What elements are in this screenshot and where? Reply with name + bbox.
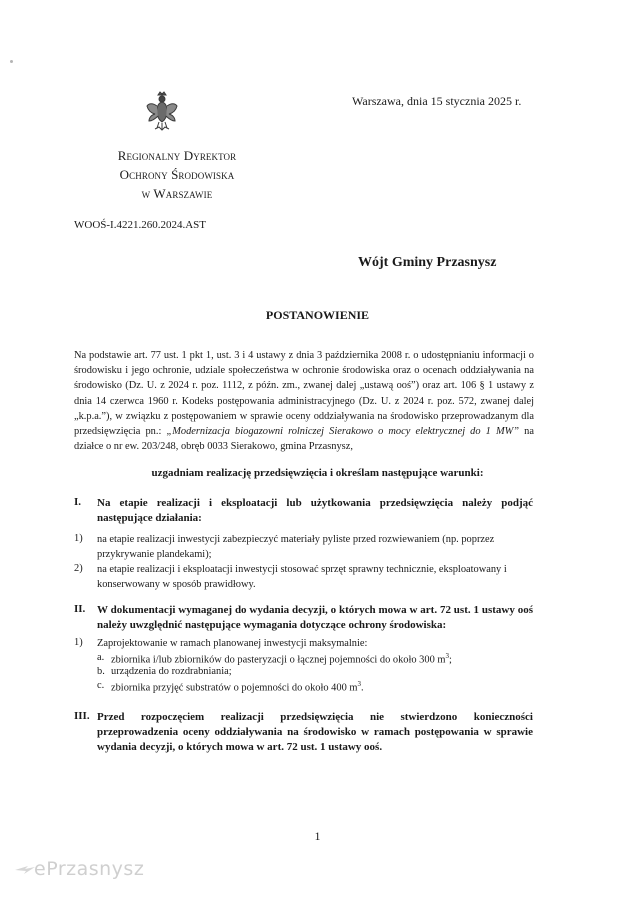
sublist-body: zbiornika przyjęć substratów o pojemności do około 400 m — [111, 682, 358, 694]
section-number: I. — [74, 496, 82, 508]
authority-line: w Warszawie — [141, 186, 213, 201]
page-number: 1 — [314, 829, 321, 843]
sublist-punctuation: ; — [448, 654, 452, 666]
document-title: POSTANOWIENIE — [265, 308, 370, 322]
authority-line: Regionalny Dyrektor — [117, 148, 237, 163]
section-heading: Na etapie realizacji i eksploatacji lub użytkowania przedsięwzięcia należy podjąć następujące działania: — [97, 497, 533, 524]
list-item-number: 1) — [74, 533, 83, 544]
watermark-arrow-icon — [14, 861, 36, 877]
legal-basis-paragraph — [74, 348, 534, 454]
list-item-text: Zaprojektowanie w ramach planowanej inwestycji maksymalnie: — [97, 638, 368, 649]
authority-line: Ochrony Środowiska — [119, 167, 235, 182]
place-and-date: Warszawa, dnia 15 stycznia 2025 r. — [352, 94, 522, 108]
sublist-letter: b. — [97, 666, 105, 677]
sublist-body: zbiornika i/lub zbiorników do pasteryzacji o łącznej pojemności do około 300 m — [111, 654, 446, 666]
section-heading: Przed rozpoczęciem realizacji przedsięwzięcia nie stwierdzono konieczności przeprowadzenia oceny oddziaływania na środowisko w ramach postępowania w sprawie wydania decyzji, o których mowa w art. 72 ust. 1 ustawy ooś. — [97, 711, 533, 753]
polish-eagle-emblem-icon — [145, 91, 179, 133]
section-number: III. — [74, 710, 90, 722]
unit-exponent: 3 — [357, 680, 361, 688]
case-reference: WOOŚ-I.4221.260.2024.AST — [74, 219, 206, 231]
decision-statement: uzgadniam realizację przedsięwzięcia i określam następujące warunki: — [151, 467, 484, 479]
watermark: ePrzasnysz — [34, 858, 145, 880]
issuing-authority — [92, 146, 262, 203]
sublist-punctuation: . — [360, 682, 364, 694]
list-item-number: 2) — [74, 563, 83, 574]
section-heading: W dokumentacji wymaganej do wydania decyzji, o których mowa w art. 72 ust. 1 ustawy ooś należy uwzględnić następujące wymagania dotyczące ochrony środowiska: — [97, 604, 533, 631]
unit-exponent: 3 — [445, 652, 449, 660]
legal-basis-text-end: na działce o nr ew. 203/248, obręb 0033 Sierakowo, gmina Przasnysz, — [74, 426, 534, 453]
sublist-text — [111, 652, 452, 665]
sublist-letter: c. — [97, 680, 105, 691]
sublist-text — [111, 666, 232, 677]
sublist-body: urządzenia do rozdrabniania; — [111, 666, 232, 677]
legal-basis-text: Na podstawie art. 77 ust. 1 pkt 1, ust. 3 i 4 ustawy z dnia 3 października 2008 r. o udostępnianiu informacji o środowisku i jego ochronie, udziale społeczeństwa w ochronie środowiska oraz o ocenach oddziaływania na środowisko (Dz. U. z 2024 r. poz. 1112, z późn. zm., zwanej dalej „ustawą ooś”) oraz art. 106 § 1 ustawy z dnia 14 czerwca 1960 r. Kodeks postępowania administracyjnego (Dz. U. z 2024 r. poz. 572, zwanej dalej „k.p.a.”), w związku z postępowaniem w sprawie oceny oddziaływania na środowisko przeprowadzanym dla przedsięwzięcia pn.: — [74, 350, 534, 438]
sublist-text — [111, 680, 364, 693]
section-number: II. — [74, 603, 86, 615]
sublist-letter: a. — [97, 652, 105, 663]
scan-speck — [10, 60, 13, 63]
project-name: „Modernizacja biogazowni rolniczej Sierakowo o mocy elektrycznej do 1 MW” — [166, 426, 520, 438]
addressee: Wójt Gminy Przasnysz — [358, 255, 497, 270]
list-item-text: na etapie realizacji inwestycji zabezpieczyć materiały pyliste przed rozwiewaniem (np. poprzez przykrywanie plandekami); — [97, 534, 495, 560]
list-item-number: 1) — [74, 637, 83, 648]
list-item-text: na etapie realizacji i eksploatacji inwestycji stosować sprzęt sprawny technicznie, eksploatowany i konserwowany w sposób prawidłowy. — [97, 564, 507, 590]
